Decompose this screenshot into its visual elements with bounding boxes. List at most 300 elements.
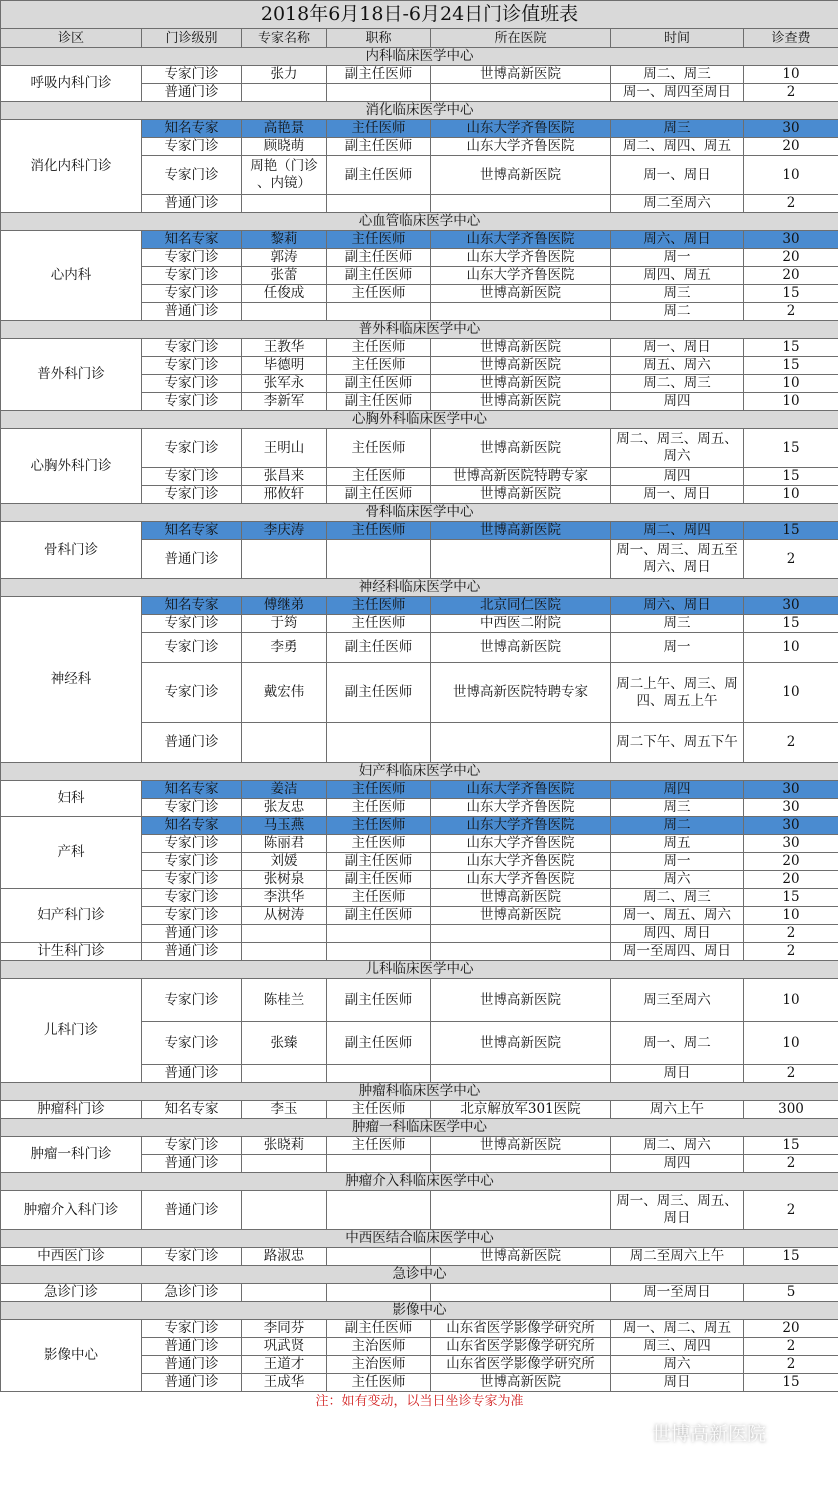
doctor-name: 王教华: [242, 339, 327, 357]
clinic-time: 周三: [611, 285, 744, 303]
doctor-name: 张树泉: [242, 871, 327, 889]
clinic-time: 周二、周四: [611, 522, 744, 540]
doctor-title: [327, 1065, 431, 1083]
hospital: [431, 1191, 611, 1230]
doctor-name: 李玉: [242, 1101, 327, 1119]
clinic-level: 专家门诊: [142, 339, 242, 357]
section-title: 影像中心: [1, 1302, 838, 1320]
col-header: 所在医院: [431, 29, 611, 48]
doctor-title: 副主任医师: [327, 663, 431, 723]
section-title: 神经科临床医学中心: [1, 579, 838, 597]
doctor-title: 副主任医师: [327, 393, 431, 411]
clinic-level: 知名专家: [142, 781, 242, 799]
hospital: 世博高新医院: [431, 375, 611, 393]
fee: 15: [744, 1248, 838, 1266]
doctor-name: 陈丽君: [242, 835, 327, 853]
hospital: 世博高新医院: [431, 66, 611, 84]
fee: 20: [744, 138, 838, 156]
doctor-title: 副主任医师: [327, 249, 431, 267]
section-row: [1, 504, 838, 522]
table-row: [1, 889, 838, 907]
doctor-title: 副主任医师: [327, 267, 431, 285]
fee: 20: [744, 1320, 838, 1338]
fee: 2: [744, 1065, 838, 1083]
hospital: 世博高新医院: [431, 907, 611, 925]
clinic-level: 普通门诊: [142, 1065, 242, 1083]
table-row: [1, 120, 838, 138]
clinic-time: 周一、周日: [611, 339, 744, 357]
fee: 10: [744, 66, 838, 84]
doctor-title: 副主任医师: [327, 907, 431, 925]
fee: 30: [744, 799, 838, 817]
clinic-time: 周一: [611, 249, 744, 267]
clinic-level: 专家门诊: [142, 871, 242, 889]
fee: 15: [744, 615, 838, 633]
section-row: [1, 1083, 838, 1101]
doctor-title: [327, 540, 431, 579]
doctor-title: 主任医师: [327, 285, 431, 303]
doctor-name: [242, 943, 327, 961]
doctor-name: 黎莉: [242, 231, 327, 249]
clinic-time: 周三、周四: [611, 1338, 744, 1356]
clinic-time: 周六: [611, 1356, 744, 1374]
doctor-title: [327, 723, 431, 763]
doctor-title: 主任医师: [327, 889, 431, 907]
dept-name: 儿科门诊: [1, 979, 142, 1083]
doctor-name: 王道才: [242, 1356, 327, 1374]
clinic-level: 知名专家: [142, 120, 242, 138]
clinic-time: 周四: [611, 1155, 744, 1173]
hospital: 北京解放军301医院: [431, 1101, 611, 1119]
clinic-time: 周二、周三: [611, 889, 744, 907]
clinic-level: 专家门诊: [142, 615, 242, 633]
hospital: [431, 540, 611, 579]
fee: 2: [744, 1191, 838, 1230]
clinic-time: 周一、周五、周六: [611, 907, 744, 925]
hospital: [431, 1284, 611, 1302]
doctor-name: 王明山: [242, 429, 327, 468]
doctor-name: 巩武贤: [242, 1338, 327, 1356]
clinic-time: 周二、周三、周五、 周六: [611, 429, 744, 468]
clinic-time: 周三: [611, 120, 744, 138]
clinic-time: 周日: [611, 1065, 744, 1083]
fee: 10: [744, 486, 838, 504]
dept-name: 影像中心: [1, 1320, 142, 1392]
clinic-level: 普通门诊: [142, 925, 242, 943]
clinic-level: 专家门诊: [142, 249, 242, 267]
fee: 15: [744, 468, 838, 486]
wechat-icon: [618, 1418, 648, 1444]
clinic-time: 周一: [611, 853, 744, 871]
doctor-title: 主任医师: [327, 781, 431, 799]
doctor-name: [242, 195, 327, 213]
clinic-level: 普通门诊: [142, 1356, 242, 1374]
doctor-name: 姜洁: [242, 781, 327, 799]
fee: 10: [744, 979, 838, 1022]
clinic-level: 普通门诊: [142, 1191, 242, 1230]
clinic-time: 周二、周四、周五: [611, 138, 744, 156]
dept-name: 中西医门诊: [1, 1248, 142, 1266]
clinic-level: 专家门诊: [142, 889, 242, 907]
clinic-time: 周二、周三: [611, 375, 744, 393]
clinic-level: 普通门诊: [142, 943, 242, 961]
doctor-name: 李洪华: [242, 889, 327, 907]
hospital: 世博高新医院: [431, 889, 611, 907]
fee: 2: [744, 943, 838, 961]
doctor-title: [327, 195, 431, 213]
fee: 10: [744, 1022, 838, 1065]
fee: 10: [744, 375, 838, 393]
hospital: 山东大学齐鲁医院: [431, 817, 611, 835]
doctor-title: 副主任医师: [327, 853, 431, 871]
clinic-level: 专家门诊: [142, 429, 242, 468]
hospital: 山东大学齐鲁医院: [431, 853, 611, 871]
clinic-time: 周日: [611, 1374, 744, 1392]
fee: 15: [744, 357, 838, 375]
fee: 5: [744, 1284, 838, 1302]
doctor-title: [327, 303, 431, 321]
clinic-level: 普通门诊: [142, 723, 242, 763]
table-row: [1, 231, 838, 249]
hospital: 山东大学齐鲁医院: [431, 781, 611, 799]
dept-name: 妇科: [1, 781, 142, 817]
doctor-title: 副主任医师: [327, 156, 431, 195]
doctor-title: 副主任医师: [327, 138, 431, 156]
table-row: [1, 429, 838, 468]
fee: 2: [744, 1338, 838, 1356]
section-row: [1, 321, 838, 339]
note-row: [1, 1392, 838, 1411]
doctor-title: 主任医师: [327, 120, 431, 138]
clinic-time: 周二: [611, 303, 744, 321]
page-title: 2018年6月18日-6月24日门诊值班表: [1, 1, 838, 29]
doctor-name: 王成华: [242, 1374, 327, 1392]
hospital: 世博高新医院: [431, 429, 611, 468]
clinic-level: 普通门诊: [142, 84, 242, 102]
hospital: [431, 723, 611, 763]
section-title: 消化临床医学中心: [1, 102, 838, 120]
clinic-time: 周五、周六: [611, 357, 744, 375]
clinic-level: 知名专家: [142, 522, 242, 540]
clinic-time: 周六、周日: [611, 597, 744, 615]
doctor-name: [242, 84, 327, 102]
hospital: 世博高新医院: [431, 1374, 611, 1392]
clinic-level: 知名专家: [142, 231, 242, 249]
fee: 15: [744, 285, 838, 303]
doctor-name: [242, 1065, 327, 1083]
watermark-text: 世博高新医院: [652, 1423, 767, 1445]
section-title: 肿瘤介入科临床医学中心: [1, 1173, 838, 1191]
section-title: 急诊中心: [1, 1266, 838, 1284]
fee: 15: [744, 339, 838, 357]
section-title: 普外科临床医学中心: [1, 321, 838, 339]
doctor-name: [242, 723, 327, 763]
doctor-name: 任俊成: [242, 285, 327, 303]
hospital: 世博高新医院特聘专家: [431, 468, 611, 486]
hospital: 山东大学齐鲁医院: [431, 249, 611, 267]
clinic-level: 专家门诊: [142, 1022, 242, 1065]
clinic-time: 周二下午、周五下午: [611, 723, 744, 763]
section-row: [1, 48, 838, 66]
hospital: 世博高新医院: [431, 156, 611, 195]
clinic-time: 周二、周六: [611, 1137, 744, 1155]
hospital: 世博高新医院特聘专家: [431, 663, 611, 723]
doctor-name: 马玉燕: [242, 817, 327, 835]
hospital: 世博高新医院: [431, 285, 611, 303]
hospital: 世博高新医院: [431, 486, 611, 504]
fee: 15: [744, 1137, 838, 1155]
fee: 10: [744, 393, 838, 411]
doctor-title: [327, 84, 431, 102]
table-row: [1, 66, 838, 84]
dept-name: 消化内科门诊: [1, 120, 142, 213]
doctor-title: 主任医师: [327, 468, 431, 486]
doctor-title: 副主任医师: [327, 66, 431, 84]
clinic-time: 周四: [611, 393, 744, 411]
fee: 10: [744, 907, 838, 925]
clinic-time: 周一、周日: [611, 156, 744, 195]
section-row: [1, 1302, 838, 1320]
clinic-level: 专家门诊: [142, 853, 242, 871]
doctor-title: 副主任医师: [327, 633, 431, 663]
fee: 15: [744, 889, 838, 907]
doctor-name: 张昌来: [242, 468, 327, 486]
section-title: 肿瘤科临床医学中心: [1, 1083, 838, 1101]
doctor-name: 郭涛: [242, 249, 327, 267]
doctor-name: 顾晓萌: [242, 138, 327, 156]
doctor-name: 刘媛: [242, 853, 327, 871]
clinic-level: 专家门诊: [142, 633, 242, 663]
hospital: 山东大学齐鲁医院: [431, 871, 611, 889]
fee: 30: [744, 597, 838, 615]
hospital: 世博高新医院: [431, 1248, 611, 1266]
section-title: 心胸外科临床医学中心: [1, 411, 838, 429]
header-row: [1, 29, 838, 48]
col-header: 诊查费: [744, 29, 838, 48]
hospital: [431, 1065, 611, 1083]
fee: 30: [744, 817, 838, 835]
hospital: 山东大学齐鲁医院: [431, 231, 611, 249]
fee: 20: [744, 871, 838, 889]
doctor-title: 副主任医师: [327, 486, 431, 504]
section-row: [1, 1173, 838, 1191]
doctor-name: 张臻: [242, 1022, 327, 1065]
doctor-name: 张军永: [242, 375, 327, 393]
doctor-title: 主任医师: [327, 817, 431, 835]
clinic-level: 专家门诊: [142, 468, 242, 486]
doctor-name: [242, 1155, 327, 1173]
section-row: [1, 579, 838, 597]
clinic-time: 周一、周日: [611, 486, 744, 504]
hospital: 山东省医学影像学研究所: [431, 1338, 611, 1356]
clinic-level: 专家门诊: [142, 66, 242, 84]
doctor-title: 主任医师: [327, 597, 431, 615]
doctor-name: 于筠: [242, 615, 327, 633]
clinic-level: 专家门诊: [142, 835, 242, 853]
col-header: 诊区: [1, 29, 142, 48]
fee: 20: [744, 267, 838, 285]
dept-name: 骨科门诊: [1, 522, 142, 579]
hospital: 山东大学齐鲁医院: [431, 267, 611, 285]
section-title: 内科临床医学中心: [1, 48, 838, 66]
doctor-title: 主任医师: [327, 231, 431, 249]
hospital: 山东省医学影像学研究所: [431, 1320, 611, 1338]
clinic-level: 知名专家: [142, 1101, 242, 1119]
fee: 15: [744, 522, 838, 540]
doctor-title: 主治医师: [327, 1338, 431, 1356]
table-row: [1, 597, 838, 615]
clinic-time: 周三至周六: [611, 979, 744, 1022]
section-title: 肿瘤一科临床医学中心: [1, 1119, 838, 1137]
doctor-name: 张晓莉: [242, 1137, 327, 1155]
clinic-time: 周二、周三: [611, 66, 744, 84]
table-row: [1, 522, 838, 540]
col-header: 职称: [327, 29, 431, 48]
clinic-level: 急诊门诊: [142, 1284, 242, 1302]
dept-name: 肿瘤介入科门诊: [1, 1191, 142, 1230]
fee: 2: [744, 723, 838, 763]
hospital: 世博高新医院: [431, 357, 611, 375]
doctor-name: 路淑忠: [242, 1248, 327, 1266]
doctor-title: 副主任医师: [327, 979, 431, 1022]
clinic-time: 周四、周日: [611, 925, 744, 943]
fee: 2: [744, 303, 838, 321]
hospital: 世博高新医院: [431, 393, 611, 411]
clinic-level: 专家门诊: [142, 663, 242, 723]
doctor-name: [242, 1191, 327, 1230]
clinic-level: 专家门诊: [142, 799, 242, 817]
doctor-title: 主任医师: [327, 615, 431, 633]
doctor-name: [242, 925, 327, 943]
doctor-name: 李新军: [242, 393, 327, 411]
fee: 10: [744, 633, 838, 663]
dept-name: 计生科门诊: [1, 943, 142, 961]
doctor-title: [327, 1248, 431, 1266]
fee: 30: [744, 120, 838, 138]
col-header: 时间: [611, 29, 744, 48]
hospital: [431, 1155, 611, 1173]
clinic-level: 专家门诊: [142, 138, 242, 156]
doctor-name: 陈桂兰: [242, 979, 327, 1022]
table-row: [1, 1101, 838, 1119]
hospital: [431, 195, 611, 213]
doctor-name: [242, 1284, 327, 1302]
section-row: [1, 1119, 838, 1137]
table-row: [1, 1284, 838, 1302]
table-row: [1, 1248, 838, 1266]
fee: 20: [744, 853, 838, 871]
clinic-level: 专家门诊: [142, 486, 242, 504]
clinic-level: 普通门诊: [142, 1374, 242, 1392]
clinic-level: 知名专家: [142, 817, 242, 835]
clinic-level: 专家门诊: [142, 285, 242, 303]
clinic-time: 周四: [611, 468, 744, 486]
fee: 10: [744, 156, 838, 195]
wechat-watermark: [614, 1408, 838, 1466]
section-title: 骨科临床医学中心: [1, 504, 838, 522]
section-title: 中西医结合临床医学中心: [1, 1230, 838, 1248]
clinic-level: 专家门诊: [142, 1320, 242, 1338]
clinic-time: 周六: [611, 871, 744, 889]
fee: 20: [744, 249, 838, 267]
hospital: 世博高新医院: [431, 633, 611, 663]
doctor-title: 主任医师: [327, 1137, 431, 1155]
dept-name: 肿瘤一科门诊: [1, 1137, 142, 1173]
fee: 15: [744, 429, 838, 468]
clinic-time: 周二至周六上午: [611, 1248, 744, 1266]
hospital: 世博高新医院: [431, 339, 611, 357]
table-row: [1, 1137, 838, 1155]
clinic-level: 普通门诊: [142, 540, 242, 579]
table-row: [1, 1320, 838, 1338]
doctor-name: 邢攸轩: [242, 486, 327, 504]
dept-name: 肿瘤科门诊: [1, 1101, 142, 1119]
doctor-name: 张蕾: [242, 267, 327, 285]
hospital: [431, 943, 611, 961]
doctor-title: 副主任医师: [327, 1022, 431, 1065]
table-row: [1, 943, 838, 961]
hospital: 世博高新医院: [431, 522, 611, 540]
doctor-name: 从树涛: [242, 907, 327, 925]
hospital: 山东省医学影像学研究所: [431, 1356, 611, 1374]
table-row: [1, 817, 838, 835]
doctor-name: 张友忠: [242, 799, 327, 817]
hospital: 山东大学齐鲁医院: [431, 120, 611, 138]
doctor-title: [327, 1155, 431, 1173]
doctor-name: 李勇: [242, 633, 327, 663]
section-row: [1, 102, 838, 120]
dept-name: 妇产科门诊: [1, 889, 142, 943]
doctor-name: [242, 540, 327, 579]
section-title: 心血管临床医学中心: [1, 213, 838, 231]
clinic-level: 专家门诊: [142, 375, 242, 393]
doctor-title: 副主任医师: [327, 871, 431, 889]
section-title: 妇产科临床医学中心: [1, 763, 838, 781]
clinic-level: 知名专家: [142, 597, 242, 615]
doctor-name: [242, 303, 327, 321]
clinic-level: 普通门诊: [142, 1155, 242, 1173]
fee: 2: [744, 1356, 838, 1374]
clinic-time: 周一至周日: [611, 1284, 744, 1302]
hospital: [431, 303, 611, 321]
clinic-time: 周一、周二: [611, 1022, 744, 1065]
hospital: [431, 925, 611, 943]
clinic-time: 周一至周四、周日: [611, 943, 744, 961]
hospital: 世博高新医院: [431, 979, 611, 1022]
clinic-time: 周一、周四至周日: [611, 84, 744, 102]
doctor-title: 主任医师: [327, 339, 431, 357]
doctor-title: 副主任医师: [327, 1320, 431, 1338]
doctor-title: 主任医师: [327, 429, 431, 468]
doctor-title: 主任医师: [327, 1101, 431, 1119]
doctor-title: [327, 925, 431, 943]
fee: 30: [744, 781, 838, 799]
footer-note: 注：如有变动，以当日坐诊专家为准: [1, 1392, 838, 1411]
clinic-level: 专家门诊: [142, 357, 242, 375]
section-row: [1, 763, 838, 781]
fee: 30: [744, 231, 838, 249]
clinic-time: 周一、周二、周五: [611, 1320, 744, 1338]
clinic-level: 专家门诊: [142, 907, 242, 925]
dept-name: 神经科: [1, 597, 142, 763]
fee: 2: [744, 925, 838, 943]
clinic-time: 周四: [611, 781, 744, 799]
hospital: 山东大学齐鲁医院: [431, 835, 611, 853]
fee: 30: [744, 835, 838, 853]
doctor-name: 高艳景: [242, 120, 327, 138]
fee: 15: [744, 1374, 838, 1392]
doctor-title: 主任医师: [327, 835, 431, 853]
